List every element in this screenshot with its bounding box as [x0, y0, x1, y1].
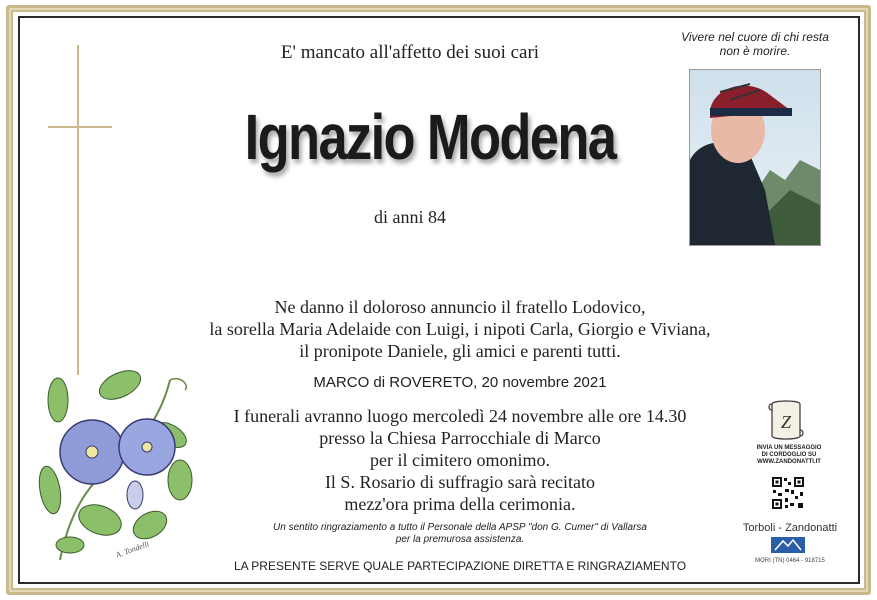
quote-line-1: Vivere nel cuore di chi resta	[681, 30, 829, 44]
announcement-line-3: il pronipote Daniele, gli amici e parenti tutti.	[299, 341, 621, 361]
portrait-photo	[689, 69, 821, 246]
funeral-home-name: Torboli - Zandonatti	[742, 522, 838, 534]
funeral-line-2: presso la Chiesa Parrocchiale di Marco	[319, 428, 601, 448]
date-place: MARCO di ROVERETO, 20 novembre 2021	[313, 374, 607, 391]
send-line-3: WWW.ZANDONATTI.IT	[757, 459, 821, 465]
funeral-line-3: per il cimitero omonimo.	[370, 450, 550, 470]
announcement-text	[170, 296, 750, 362]
age-text: di anni 84	[374, 207, 446, 227]
funeral-line-1: I funerali avranno luogo mercoledì 24 novembre alle ore 14.30	[233, 406, 687, 426]
funeral-line-4: Il S. Rosario di suffragio sarà recitato	[324, 472, 596, 492]
illustration-signature: A. Tondelli	[114, 539, 151, 560]
funeral-details	[170, 405, 750, 515]
announcement-line-2: la sorella Maria Adelaide con Luigi, i nipoti Carla, Giorgio e Viviana,	[209, 319, 711, 339]
thanks-line-1: Un sentito ringraziamento a tutto il Personale della APSP "don G. Cumer" di Vallarsa	[273, 522, 647, 533]
condolence-message-link[interactable]	[744, 445, 834, 466]
send-line-1: INVIA UN MESSAGGIO	[756, 445, 822, 451]
funeral-home-logo-icon	[771, 537, 805, 553]
footer-notice: LA PRESENTE SERVE QUALE PARTECIPAZIONE DIRETTA E RINGRAZIAMENTO	[233, 559, 687, 573]
quote-line-2: non è morire.	[719, 44, 791, 58]
cross-icon	[40, 45, 120, 375]
thanks-line-2: per la premurosa assistenza.	[395, 534, 525, 545]
announcement-line-1: Ne danno il doloroso annuncio il fratello Lodovico,	[274, 297, 646, 317]
intro-text: E' mancato all'affetto dei suoi cari	[280, 42, 540, 63]
funeral-home-phone: MORI (TN) 0464 - 918715	[755, 558, 825, 564]
memorial-quote	[670, 30, 840, 58]
scroll-logo-icon	[766, 398, 806, 442]
funeral-line-5: mezz'ora prima della cerimonia.	[344, 494, 576, 514]
thanks-note	[200, 522, 720, 546]
deceased-name: Ignazio Modena	[244, 101, 616, 173]
send-line-2: DI CORDOGLIO SU	[761, 452, 817, 458]
qr-code-icon[interactable]	[771, 476, 805, 510]
svg-text:Z: Z	[780, 412, 792, 432]
